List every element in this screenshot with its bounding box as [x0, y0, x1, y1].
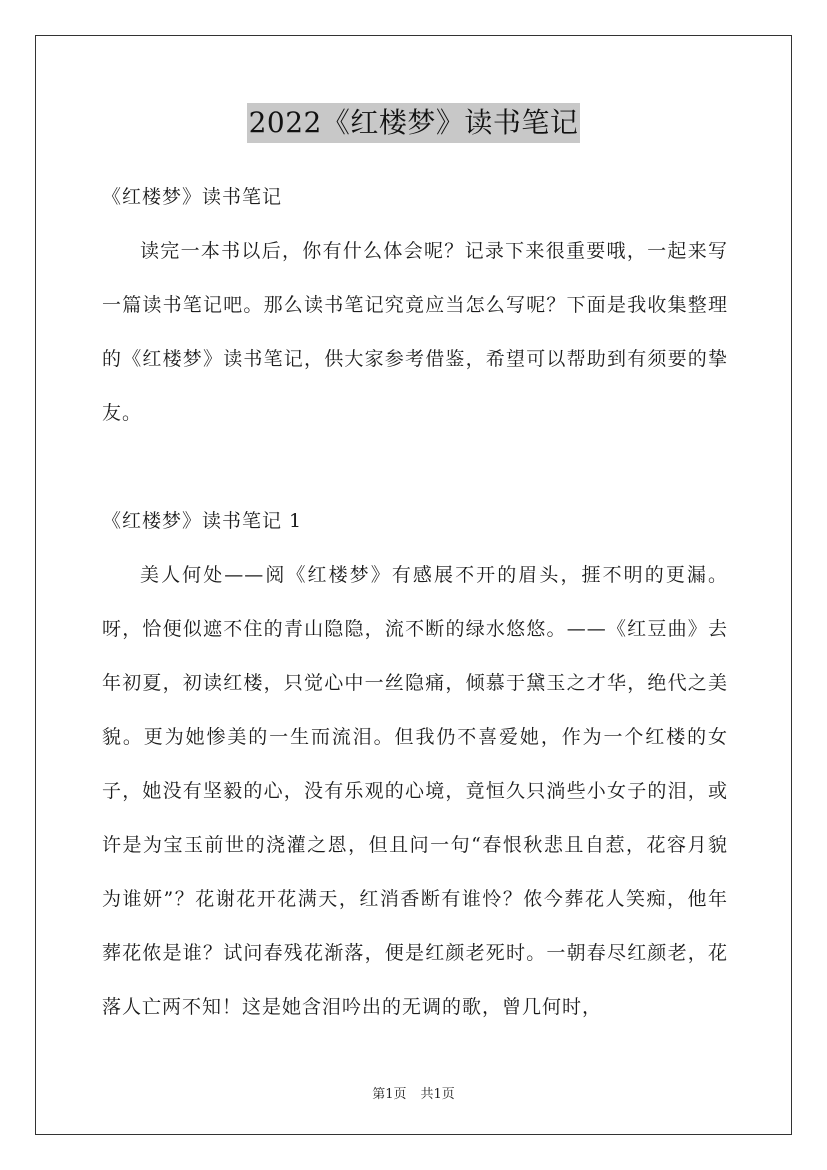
title-container: [0, 103, 827, 143]
document-title: 2022《红楼梦》读书笔记: [247, 103, 581, 143]
page-footer: [0, 1083, 827, 1102]
section1-paragraph: 美人何处——阅《红楼梦》有感展不开的眉头，捱不明的更漏。呀，恰便似遮不住的青山隐隐，流不断的绿水悠悠。——《红豆曲》去年初夏，初读红楼，只觉心中一丝隐痛，倾慕于黛玉之才华，绝代之美貌。更为她惨美的一生而流泪。但我仍不喜爱她，作为一个红楼的女子，她没有坚毅的心，没有乐观的心境，竟恒久只淌些小女子的泪，或许是为宝玉前世的浇灌之恩，但且问一句“春恨秋悲且自惹，花容月貌为谁妍”？花谢花开花满天，红消香断有谁怜？侬今葬花人笑痴，他年葬花侬是谁？试问春残花渐落，便是红颜老死时。一朝春尽红颜老，花落人亡两不知！这是她含泪吟出的无调的歌，曾几何时，: [102, 564, 728, 1018]
page-total-label: 共1页: [420, 1087, 455, 1102]
section-spacer: [102, 440, 728, 494]
section1-heading: 《红楼梦》读书笔记 1: [102, 510, 303, 532]
document-body: [102, 170, 728, 1034]
page-current-label: 第1页: [372, 1087, 407, 1102]
subtitle-heading: 《红楼梦》读书笔记: [102, 186, 283, 208]
intro-paragraph: 读完一本书以后，你有什么体会呢？记录下来很重要哦，一起来写一篇读书笔记吧。那么读书笔记究竟应当怎么写呢？下面是我收集整理的《红楼梦》读书笔记，供大家参考借鉴，希望可以帮助到有须要的挚友。: [102, 240, 728, 424]
